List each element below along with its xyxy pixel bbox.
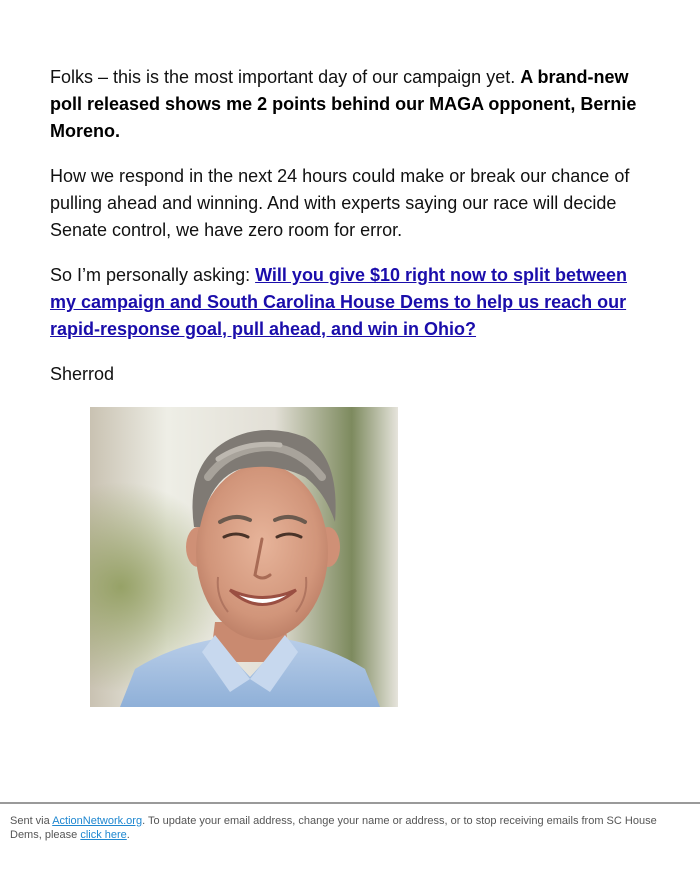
donate-link[interactable]: Will you give $10 right now to split between my campaign and South Carolina House Dems to help us reach our rapid-response goal, pull ahead, and win in Ohio? [50,265,627,339]
paragraph-response: How we respond in the next 24 hours could make or break our chance of pulling ahead and winning. And with experts saying our race will decide Senate control, we have zero room for error. [50,166,630,240]
intro-text: Folks – this is the most important day of our campaign yet. [50,67,521,87]
email-footer [0,802,700,842]
signature: Sherrod [50,364,115,384]
ask-text: So I’m personally asking: [50,265,256,285]
actionnetwork-link[interactable]: ActionNetwork.org [52,815,143,827]
paragraph-ask [50,262,650,343]
footer-suffix: . [126,829,130,841]
candidate-photo [90,407,398,707]
footer-prefix: Sent via [10,815,53,827]
unsubscribe-link[interactable]: click here [80,829,127,841]
paragraph-intro [50,64,650,145]
intro-bold-text: A brand-new poll released shows me 2 points behind our MAGA opponent, Bernie Moreno. [50,67,637,141]
email-body [50,64,650,406]
footer-middle: . To update your email address, change your name or address, or to stop receiving emails from SC House Dems, please [10,815,657,841]
